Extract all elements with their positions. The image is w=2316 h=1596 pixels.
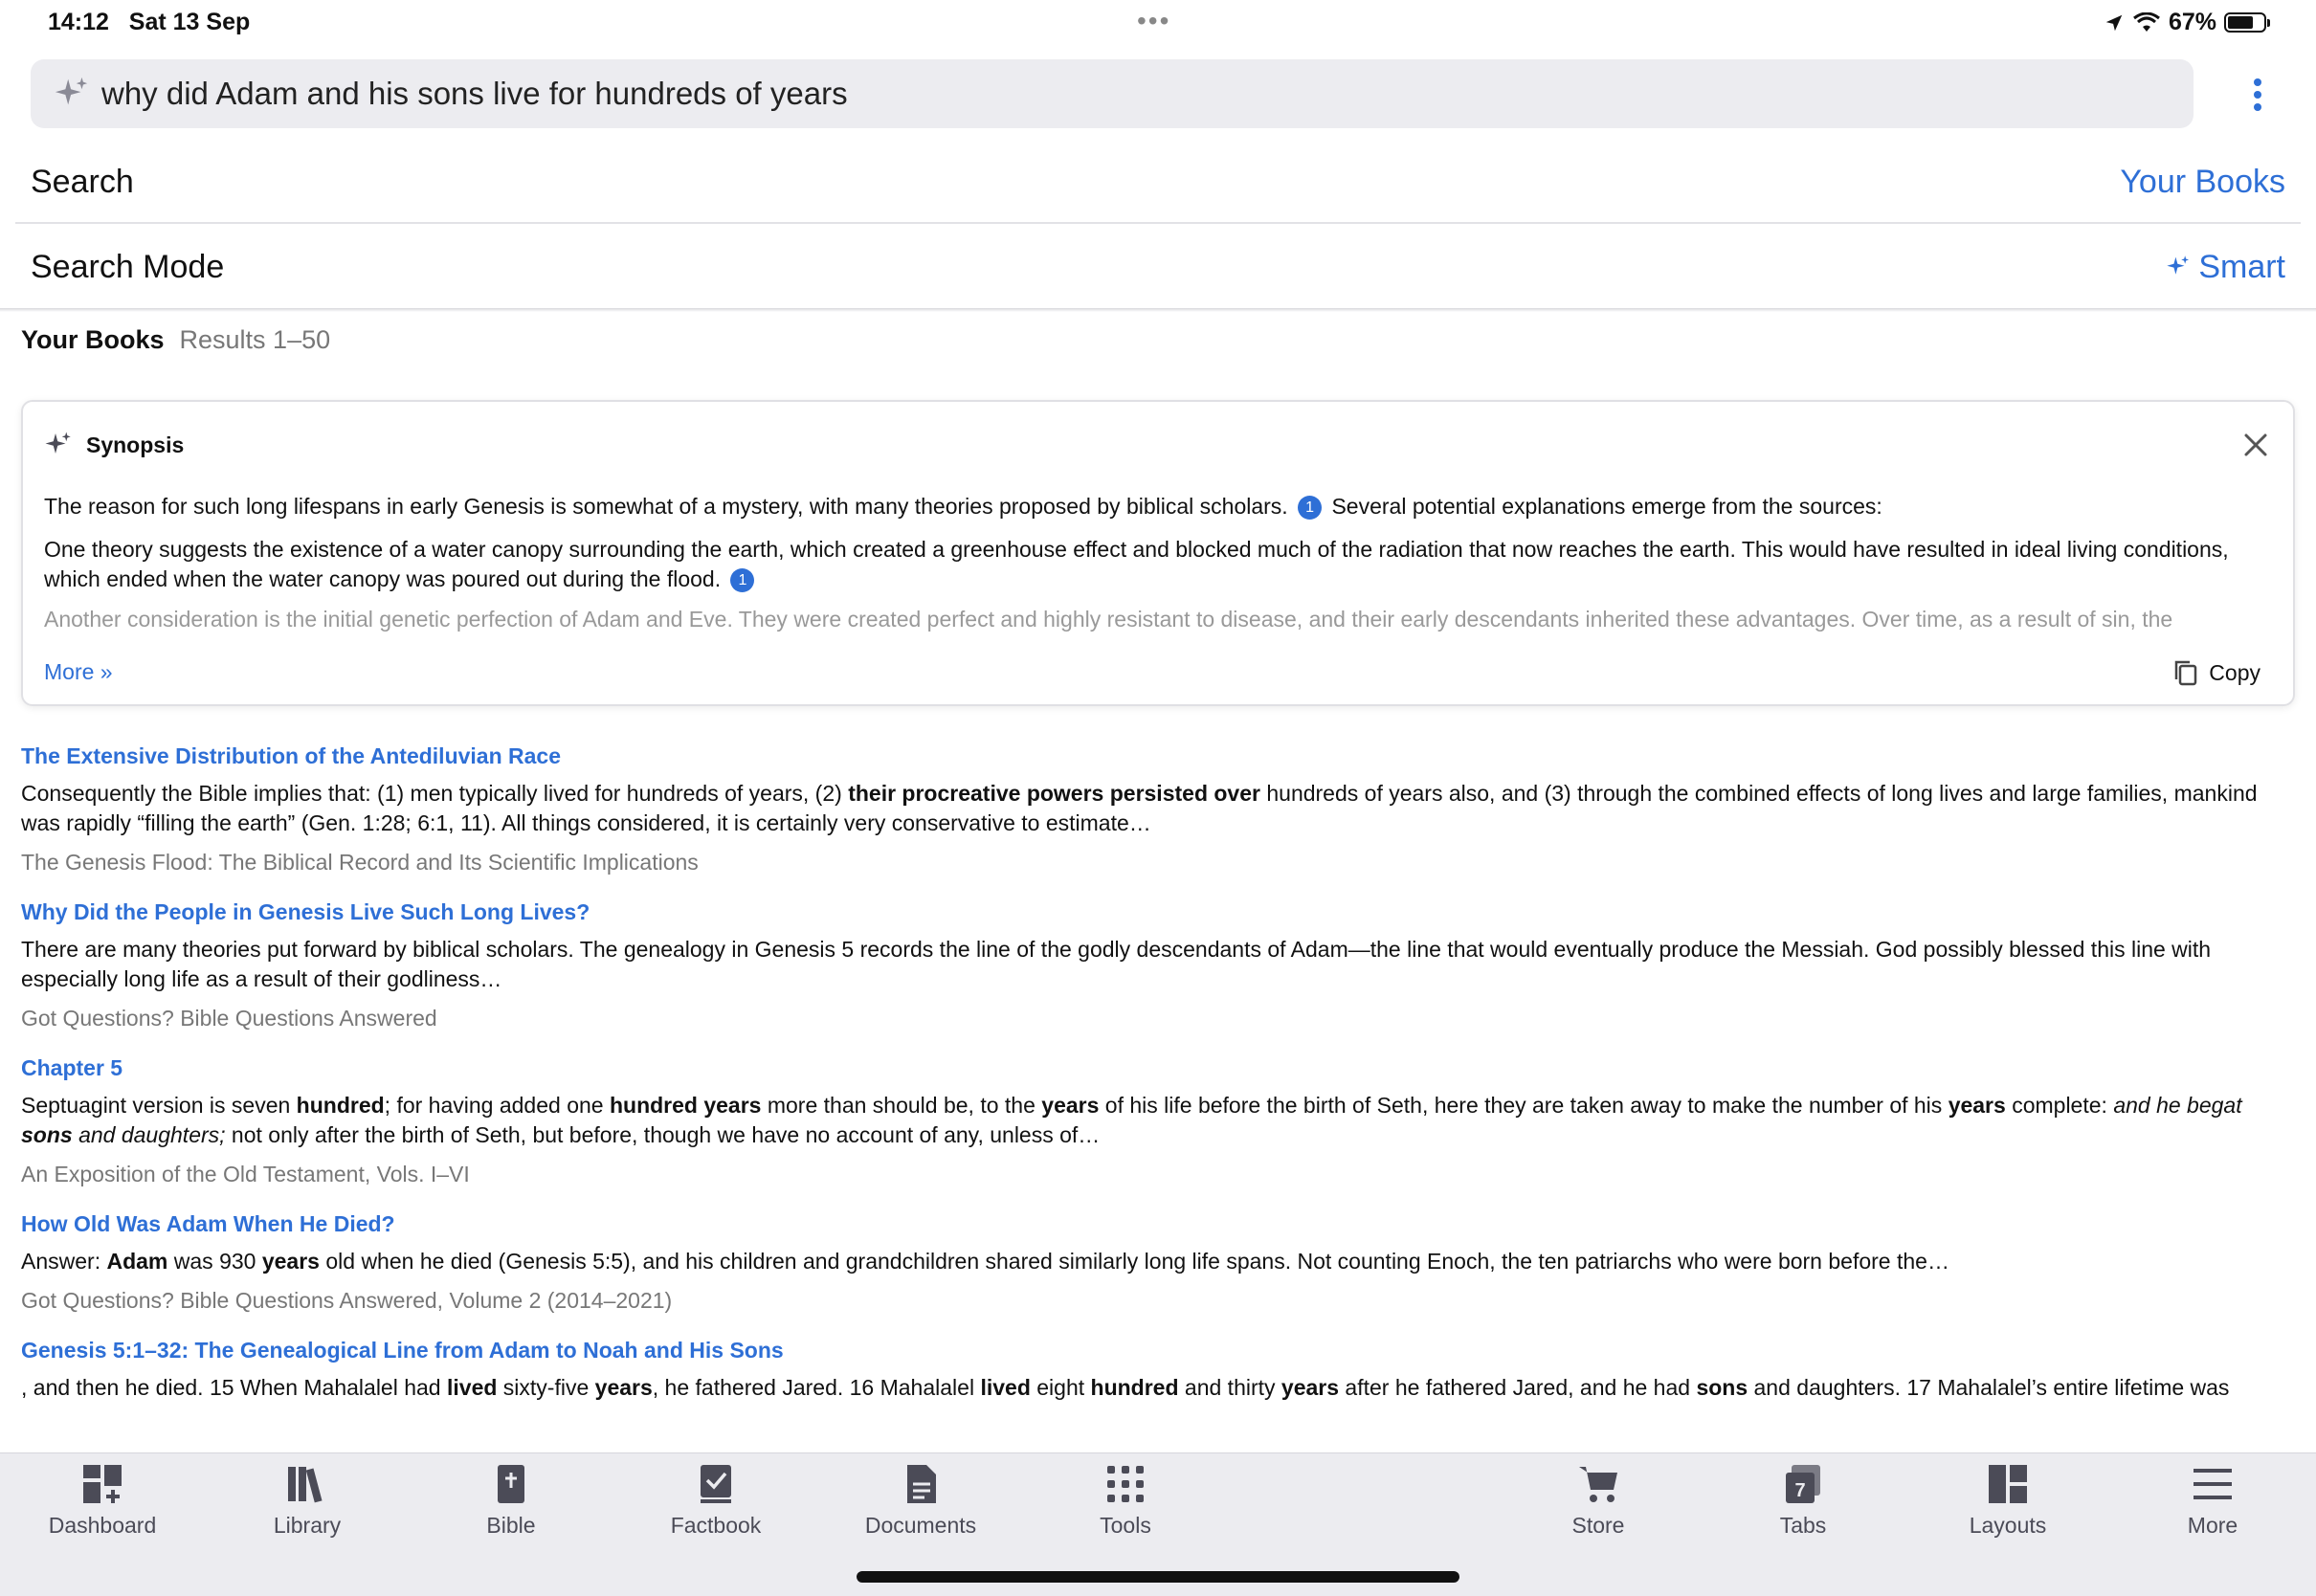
copy-icon [2172,658,2199,687]
snippet-segment: , and then he died. 15 When Mahalalel had [21,1375,447,1400]
synopsis-faded-text: Another consideration is the initial genetic perfection of Adam and Eve. They were created perfect and highly resistant to disease, and their early descendants inherited these advantages. Over time, as a result of sin, the [44,607,2173,632]
snippet-segment: and he begat [2113,1093,2242,1118]
bible-icon [490,1463,532,1505]
synopsis-paragraph: One theory suggests the existence of a water canopy surrounding the earth, which created a greenhouse effect and blocked much of the radiation that now reaches the earth. This would have resulted in ideal living conditions, which ended when the water canopy was poured out during the flood. 1 [44,537,2229,591]
synopsis-title: Synopsis [86,432,185,457]
results-count: Results 1–50 [179,325,331,354]
battery-percent: 67% [2168,9,2216,35]
synopsis-sparkle-icon [44,431,73,459]
results-heading-title: Your Books [21,325,165,354]
citation-badge[interactable]: 1 [730,568,754,592]
snippet-segment: and thirty [1178,1375,1281,1400]
snippet-segment: old when he died (Genesis 5:5), and his children and grandchildren shared similarly long life spans. Not counting Enoch, the ten patriarchs who were born before the… [319,1249,1949,1274]
status-bar [0,0,2316,50]
factbook-icon [695,1463,737,1505]
result-item[interactable] [21,1208,2295,1316]
result-source: The Genesis Flood: The Biblical Record and Its Scientific Implications [21,850,699,875]
tab-layouts[interactable]: Layouts [1941,1463,2075,1539]
results-heading [21,325,330,355]
synopsis-card [21,400,2295,706]
tabs-icon [1782,1463,1824,1505]
synopsis-paragraph: The reason for such long lifespans in early Genesis is somewhat of a mystery, with many theories proposed by biblical scholars. 1 Several potential explanations emerge from the sources: [44,494,1882,519]
snippet-segment: their procreative powers persisted over [848,781,1260,806]
snippet-segment: and daughters. 17 Mahalalel’s entire lifetime was [1748,1375,2230,1400]
synopsis-body [44,492,2255,608]
bottom-tab-bar [0,1452,2316,1596]
result-item[interactable] [21,897,2295,1033]
search-input[interactable] [31,59,2194,128]
tools-icon [1104,1463,1147,1505]
snippet-segment: There are many theories put forward by biblical scholars. The genealogy in Genesis 5 records the line of the godly descendants of Adam—the line that would eventually produce the Messiah. God possibly blessed this line with especially long life as a result of their godliness… [21,937,2212,991]
tab-dashboard[interactable]: Dashboard [35,1463,169,1539]
result-title-link[interactable]: Chapter 5 [21,1055,123,1080]
snippet-segment: years [1041,1093,1100,1118]
result-snippet [21,1373,2295,1403]
status-indicators [2104,9,2266,36]
snippet-segment: was 930 [167,1249,262,1274]
location-icon [2104,12,2125,33]
search-scope-row[interactable] [15,142,2301,224]
result-source: An Exposition of the Old Testament, Vols. I–VI [21,1162,470,1186]
snippet-segment: more than should be, to the [761,1093,1042,1118]
tab-store[interactable]: Store [1531,1463,1665,1539]
snippet-segment: complete: [2005,1093,2114,1118]
snippet-segment: sixty-five [497,1375,595,1400]
snippet-segment: years [261,1249,320,1274]
result-title-link[interactable]: Genesis 5:1–32: The Genealogical Line from Adam to Noah and His Sons [21,1338,784,1363]
snippet-segment: hundred [296,1093,385,1118]
tab-library[interactable]: Library [240,1463,374,1539]
synopsis-header [44,431,184,459]
results-list [21,741,2295,1422]
citation-badge[interactable]: 1 [1298,496,1322,520]
result-snippet [21,935,2295,994]
snippet-segment: after he fathered Jared, and he had [1339,1375,1697,1400]
result-item[interactable] [21,1053,2295,1189]
sparkle-icon [54,76,90,112]
snippet-segment: hundred [1090,1375,1179,1400]
result-item[interactable] [21,1335,2295,1403]
copy-button[interactable]: Copy [2172,658,2260,687]
snippet-segment: Adam [106,1249,168,1274]
wifi-icon [2132,12,2161,33]
more-menu-icon [2192,1463,2234,1505]
snippet-segment: sons [1696,1375,1748,1400]
snippet-segment: years [1280,1375,1340,1400]
multitasking-dots-icon[interactable]: ••• [1137,6,1171,35]
snippet-segment: eight [1030,1375,1091,1400]
synopsis-more-link[interactable]: More » [44,659,113,684]
search-mode-value[interactable]: Smart [2166,249,2285,286]
result-snippet [21,1247,2295,1276]
search-scope-value[interactable]: Your Books [2120,163,2285,200]
snippet-segment: ; for having added one [384,1093,610,1118]
snippet-segment: sons [21,1122,73,1147]
documents-icon [900,1463,942,1505]
snippet-segment: lived [980,1375,1031,1400]
tab-factbook[interactable]: Factbook [649,1463,783,1539]
battery-icon [2224,12,2266,33]
header-divider [0,308,2316,312]
snippet-segment: lived [447,1375,498,1400]
library-icon [286,1463,328,1505]
result-item[interactable] [21,741,2295,877]
tab-tabs[interactable]: 7 Tabs [1736,1463,1870,1539]
snippet-segment: hundred years [609,1093,762,1118]
result-title-link[interactable]: Why Did the People in Genesis Live Such Long Lives? [21,899,590,924]
status-time: 14:12 Sat 13 Sep [48,9,251,35]
snippet-segment: and daughters; [72,1122,226,1147]
snippet-segment: , he fathered Jared. 16 Mahalalel [652,1375,981,1400]
result-source: Got Questions? Bible Questions Answered, Volume 2 (2014–2021) [21,1288,673,1313]
tab-tools[interactable]: Tools [1058,1463,1192,1539]
svg-text:7: 7 [1794,1480,1806,1501]
more-options-icon[interactable] [2243,75,2272,115]
tab-documents[interactable]: Documents [854,1463,988,1539]
result-source: Got Questions? Bible Questions Answered [21,1006,437,1031]
snippet-segment: hundreds of years also, and (3) through the combined effects of long lives and large families, mankind was rapidly “filling the earth” (Gen. 1:28; 6:1, 11). All things considered, it is certainly very conservative to estimate… [21,781,2258,835]
result-title-link[interactable]: How Old Was Adam When He Died? [21,1211,395,1236]
snippet-segment: of his life before the birth of Seth, here they are taken away to make the number of his [1099,1093,1949,1118]
search-scope-label: Search [31,163,134,200]
tab-more[interactable]: More [2146,1463,2280,1539]
snippet-segment: not only after the birth of Seth, but before, though we have no account of any, unless of… [225,1122,1101,1147]
search-mode-label: Search Mode [31,248,225,285]
tab-bible[interactable]: Bible [444,1463,578,1539]
home-indicator[interactable] [857,1571,1459,1583]
dashboard-icon [81,1463,123,1505]
snippet-segment: Answer: [21,1249,107,1274]
smart-sparkle-icon [2166,255,2191,279]
search-query-text: why did Adam and his sons live for hundreds of years [101,76,848,111]
result-snippet [21,779,2295,838]
store-icon [1577,1463,1619,1505]
layouts-icon [1987,1463,2029,1505]
result-title-link[interactable]: The Extensive Distribution of the Antediluvian Race [21,743,562,768]
snippet-segment: years [1948,1093,2006,1118]
results-scroll-area[interactable] [0,741,2316,1452]
close-icon[interactable] [2241,431,2270,459]
snippet-segment: years [594,1375,653,1400]
snippet-segment: Consequently the Bible implies that: (1) men typically lived for hundreds of years, (2) [21,781,849,806]
snippet-segment: Septuagint version is seven [21,1093,297,1118]
search-mode-row[interactable] [15,226,2301,308]
result-snippet [21,1091,2295,1150]
